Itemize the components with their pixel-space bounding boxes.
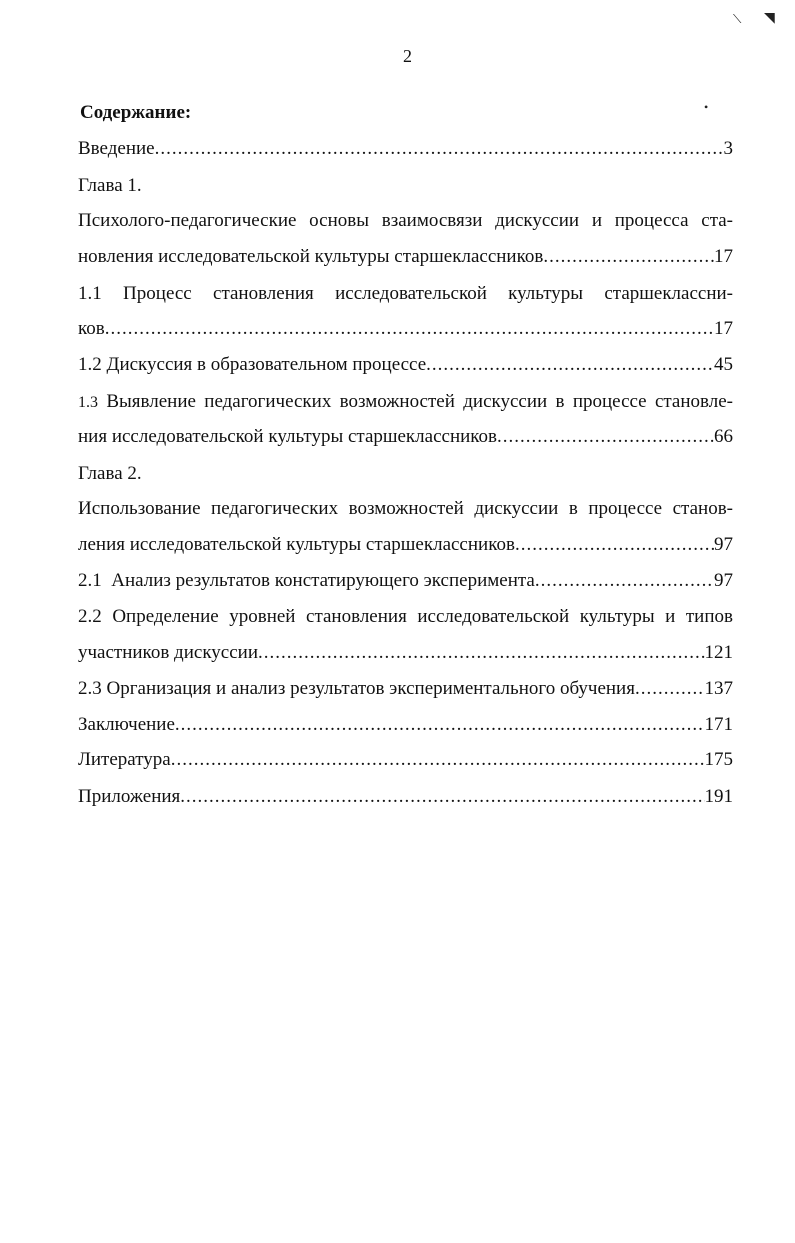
section-1-3-entry[interactable] bbox=[78, 425, 733, 449]
toc-title: Содержание: bbox=[80, 102, 192, 123]
leader-dots bbox=[105, 317, 714, 341]
toc-entry-page: 17 bbox=[714, 246, 733, 267]
section-2-2-line1[interactable]: 2.2 Определение уровней становления исследовательской культуры и типов bbox=[78, 606, 733, 627]
toc-entry-page: 45 bbox=[714, 354, 733, 375]
section-title-part: Выявление педагогических возможностей дискуссии в процессе становле- bbox=[106, 391, 733, 412]
leader-dots bbox=[497, 425, 714, 449]
section-1-1-entry[interactable] bbox=[78, 317, 733, 341]
toc-entry-appendices[interactable] bbox=[78, 785, 733, 809]
section-1-1-line1[interactable]: 1.1 Процесс становления исследовательской культуры старшеклассни- bbox=[78, 283, 733, 304]
toc-entry-page: 97 bbox=[714, 570, 733, 591]
chapter-1-heading: Глава 1. bbox=[78, 175, 142, 196]
section-2-2-entry[interactable] bbox=[78, 641, 733, 665]
toc-entry-page: 121 bbox=[704, 642, 733, 663]
toc-entry-page: 3 bbox=[723, 138, 733, 159]
section-2-1-entry[interactable] bbox=[78, 569, 733, 593]
toc-entry-page: 137 bbox=[704, 678, 733, 699]
leader-dots bbox=[180, 785, 704, 809]
chapter-2-title-entry[interactable] bbox=[78, 533, 733, 557]
toc-entry-text: Литература bbox=[78, 749, 171, 770]
scan-dot-icon: • bbox=[704, 100, 709, 114]
leader-dots bbox=[515, 533, 714, 557]
toc-entry-page: 17 bbox=[714, 318, 733, 339]
toc-entry-page: 175 bbox=[704, 749, 733, 770]
toc-entry-literature[interactable] bbox=[78, 748, 733, 772]
chapter-2-heading: Глава 2. bbox=[78, 463, 142, 484]
toc-entry-text: ков bbox=[78, 318, 105, 339]
toc-entry-conclusion[interactable] bbox=[78, 713, 733, 737]
leader-dots bbox=[543, 245, 714, 269]
leader-dots bbox=[258, 641, 705, 665]
leader-dots bbox=[426, 353, 714, 377]
toc-entry-text: 2.3 Организация и анализ результатов экспериментального обучения bbox=[78, 678, 635, 699]
toc-entry-text: ния исследовательской культуры старшеклассников bbox=[78, 426, 498, 447]
toc-entry-page: 191 bbox=[704, 786, 733, 807]
leader-dots bbox=[175, 713, 705, 737]
section-1-3-line1[interactable] bbox=[78, 390, 733, 415]
toc-entry-text: Приложения bbox=[78, 786, 181, 807]
corner-mark-icon: ◥ bbox=[764, 11, 775, 26]
toc-entry-page: 171 bbox=[704, 714, 733, 735]
leader-dots bbox=[171, 748, 705, 772]
leader-dots bbox=[535, 569, 714, 593]
toc-entry-page: 97 bbox=[714, 534, 733, 555]
toc-entry-intro[interactable] bbox=[78, 137, 733, 161]
toc-entry-text: 1.2 Дискуссия в образовательном процессе bbox=[78, 354, 427, 375]
scan-speck-icon: ⟍ bbox=[733, 12, 742, 26]
toc-entry-text: 2.1 Анализ результатов констатирующего эксперимента bbox=[78, 570, 535, 591]
chapter-1-title-entry[interactable] bbox=[78, 245, 733, 269]
chapter-1-title-line1[interactable]: Психолого-педагогические основы взаимосвязи дискуссии и процесса ста- bbox=[78, 210, 733, 231]
chapter-2-title-line1[interactable]: Использование педагогических возможностей дискуссии в процессе станов- bbox=[78, 498, 733, 519]
leader-dots bbox=[155, 137, 724, 161]
toc-entry-text: участников дискуссии bbox=[78, 642, 258, 663]
toc-entry-text: Введение bbox=[78, 138, 155, 159]
toc-entry-text: новления исследовательской культуры старшеклассников bbox=[78, 246, 544, 267]
section-number: 1.3 bbox=[78, 394, 98, 411]
toc-entry-text: Заключение bbox=[78, 714, 175, 735]
toc-entry-page: 66 bbox=[714, 426, 733, 447]
toc-entry-text: ления исследовательской культуры старшеклассников bbox=[78, 534, 515, 555]
section-1-2-entry[interactable] bbox=[78, 353, 733, 377]
page-number: 2 bbox=[403, 46, 412, 66]
leader-dots bbox=[635, 677, 705, 701]
section-2-3-entry[interactable] bbox=[78, 677, 733, 701]
